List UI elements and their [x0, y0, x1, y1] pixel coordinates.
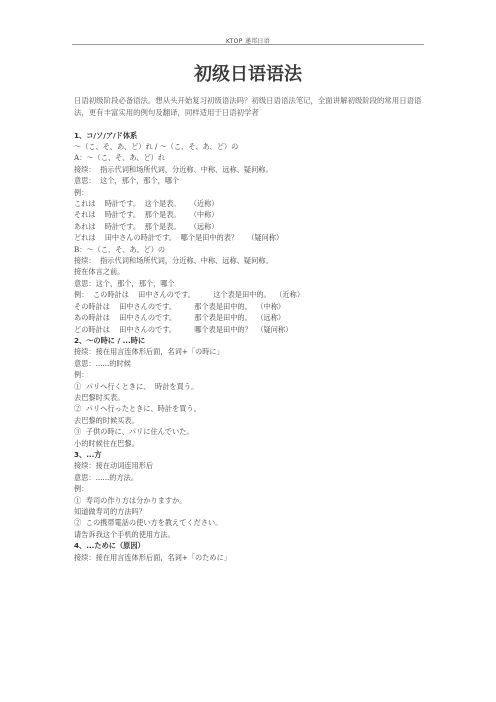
text-line: 例： [74, 187, 89, 197]
document-title: 初级日语语法 [194, 64, 302, 85]
text-line: 接续：接在动词连用形后 [74, 461, 154, 471]
text-line: 去巴黎时买表。 [74, 392, 125, 402]
grammar-lines [74, 130, 424, 563]
text-line: 例： [74, 370, 89, 380]
text-line: 接续： 指示代词和场所代词，分近称、中称、远称、疑问称。 [74, 256, 273, 266]
text-line: あの時計は 田中さんのです。 那个表是田中的。 （远称） [74, 313, 286, 323]
text-line: ① 寿司の作り方は分かりますか。 [74, 495, 187, 505]
text-line: 知道做寿司的方法吗？ [74, 507, 146, 516]
text-line: どの時計は 田中さんのです。 哪个表是田中的？ （疑问称） [74, 324, 293, 334]
text-line: 意思：......的时候 [74, 358, 131, 368]
text-line: その時計は 田中さんのです。 那个表是田中的。 （中称） [74, 301, 286, 311]
text-line: B：～（こ、そ、あ、ど）の [74, 244, 166, 254]
text-line: 意思：这个，那个，那个，哪个 [74, 278, 175, 288]
text-line: ② パリへ行ったときに、時計を買う。 [74, 404, 201, 414]
document-body [74, 95, 424, 563]
text-line: 例： この時計は 田中さんのです。 这个表是田中的。 （近称） [74, 290, 305, 300]
text-line: どれは 田中さんの時計です。 哪个是田中的表？ （疑问称） [74, 233, 284, 243]
text-line: あれは 時計です。 那个是表。 （远称） [74, 221, 219, 231]
text-line: 接续： 指示代词和场所代词，分近称、中称、远称、疑问称。 [74, 164, 273, 174]
text-line: ③ 子供の時に、パリに住んでいた。 [74, 427, 194, 437]
text-line: 小的时候住在巴黎。 [74, 438, 139, 448]
page-header [0, 0, 496, 44]
text-line: ② この携帯電話の使い方を教えてください。 [74, 518, 223, 528]
text-line: 意思： 这个，那个，那个，哪个 [74, 176, 180, 186]
section-heading: 1、コ/ソ/ア/ド体系 [74, 130, 138, 140]
text-line: ～（こ、そ、あ、ど）れ / ～（こ、そ、あ、ど）の [74, 142, 239, 151]
header-divider [72, 44, 424, 45]
text-line: 请告诉我这个手机的使用方法。 [74, 529, 175, 539]
text-line: A：～（こ、そ、あ、ど）れ [74, 153, 166, 163]
text-line: 意思：......的方法。 [74, 472, 139, 482]
section-heading: 4、...ために（原因） [74, 541, 145, 551]
text-line: それは 時計です。 那个是表。 （中称） [74, 210, 219, 220]
section-heading: 3、...方 [74, 449, 102, 459]
text-line: 接在体言之前。 [74, 267, 125, 277]
text-line: ① パリへ行くときに、 時計を買う。 [74, 381, 199, 391]
text-line: 接续：接在用言连体形后面，名词+「のために」 [74, 552, 231, 562]
text-line: 例： [74, 484, 89, 494]
text-line: 去巴黎的时候买表。 [74, 415, 139, 425]
text-line: これは 時計です。 这个是表。 （近称） [74, 199, 219, 209]
text-line: 接续：接在用言连体形后面，名词+「の時に」 [74, 347, 224, 357]
intro-paragraph: 日语初级阶段必备语法。想从头开始复习初级语法吗？初级日语语法笔记，全面讲解初级阶段的常用日语语法，更有丰富实用的例句及翻译，同样适用于日语初学者 [74, 96, 422, 118]
section-heading: 2、～の時に / ...時に [74, 335, 146, 345]
header-text: KTOP 递邦日语 [225, 38, 271, 45]
